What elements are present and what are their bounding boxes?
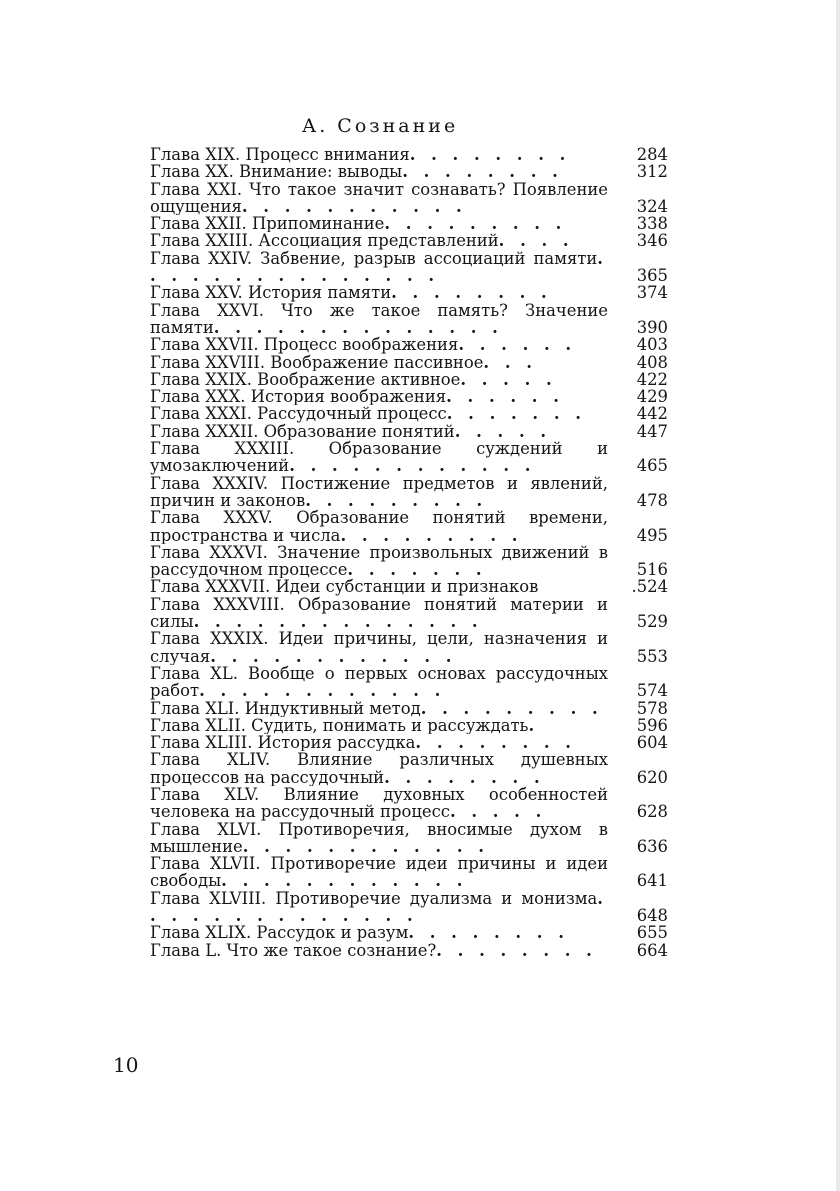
toc-entry-title: Глава XXX. История воображения [150, 388, 447, 406]
toc-page-number: 324 [636, 196, 668, 216]
toc-entry [150, 475, 668, 510]
scan-edge [836, 0, 840, 1191]
toc-leader-dots: . . . . . [454, 422, 552, 441]
toc-leader-dots: . . . . . . . . [384, 767, 545, 786]
toc-entry [150, 544, 668, 579]
toc-entry [150, 855, 668, 890]
toc-entry [150, 717, 668, 734]
toc-entry-title: Глава XLVI. Противоречия, вносимые духом в мышление [150, 820, 608, 856]
toc-page-number: 628 [636, 802, 668, 822]
toc-entry-title: Глава XXVIII. Воображение пассивное [150, 353, 484, 371]
toc-leader-dots: . . . . . . . [446, 405, 586, 423]
toc-leader-dots: . . . . . . . . . . . . [210, 646, 457, 665]
toc-entry-title: Глава XXIX. Воображение активное [150, 370, 461, 389]
toc-entry-title: Глава XXXVIII. Образование понятий материи и силы [150, 595, 608, 631]
toc-entry [150, 578, 668, 595]
toc-leader-dots: . . . . . . . . [391, 284, 552, 302]
toc-entry [150, 284, 668, 301]
toc-page-number: 636 [636, 836, 668, 856]
toc-leader-dots: . [528, 716, 540, 735]
toc-leader-dots: . . . . . . . . [436, 941, 597, 959]
toc-entry-title: Глава XLIII. История рассудка [150, 734, 416, 752]
toc-leader-dots: . . . . . . . . . . . . [221, 871, 468, 890]
toc-entry-title: Глава XLVII. Противоречие идеи причины и идеи свободы [150, 855, 608, 890]
toc-entry [150, 509, 668, 544]
toc-entry-title: Глава XXXI. Рассудочный процесс [150, 405, 447, 423]
toc-entry-title: Глава XL. Вообще о первых основах рассудочных работ [150, 664, 608, 700]
toc-leader-dots: . . . . . . . . . . . [241, 196, 467, 216]
toc-entry-title: Глава XXXIII. Образование суждений и умозаключений [150, 440, 608, 475]
toc-entry [150, 751, 668, 786]
toc-entry-title: Глава XLII. Судить, понимать и рассуждать [150, 716, 529, 735]
toc-entry [150, 630, 668, 665]
toc-page-number: 284 [636, 145, 668, 164]
toc-entry [150, 665, 668, 700]
toc-page-number: 529 [636, 612, 668, 632]
toc-page-number: 422 [636, 369, 668, 389]
toc-leader-dots: . . . . . . . . . [340, 525, 523, 544]
toc-leader-dots: . . . . . [460, 370, 557, 389]
toc-page-number: 664 [636, 940, 668, 960]
toc-entry-title: Глава XXVII. Процесс воображения [150, 336, 459, 354]
toc-entry [150, 942, 668, 959]
toc-page-number: 312 [636, 162, 668, 182]
toc-page-number: 447 [636, 421, 668, 441]
toc-leader-dots: . . . . . . [458, 336, 577, 354]
toc-leader-dots: . . . . . [449, 802, 547, 821]
toc-page-number: 429 [636, 387, 668, 407]
toc-page-number: 641 [636, 871, 668, 891]
toc-leader-dots: . . . [483, 353, 537, 371]
toc-entry [150, 821, 668, 856]
toc-page-number: 408 [636, 352, 668, 372]
toc-page-number: 516 [636, 560, 668, 580]
toc-leader-dots: . . . . . . . . [415, 734, 577, 752]
toc-leader-dots: . . . . . . . . . . . . . . . [150, 249, 608, 285]
toc-page-number: 620 [636, 767, 668, 787]
toc-entry-title: Глава XXII. Припоминание [150, 215, 385, 233]
page-number: 10 [113, 1053, 139, 1077]
toc-entry [150, 354, 668, 371]
toc-entry [150, 302, 668, 337]
toc-page-number: 365 [636, 266, 668, 286]
toc-entry [150, 423, 668, 440]
toc-entry [150, 336, 668, 353]
toc-leader-dots: . . . . . . . . [402, 163, 563, 181]
toc-leader-dots: . . . . . . . . . . . . . . [150, 889, 608, 925]
toc-entry [150, 596, 668, 631]
toc-entry-title: Глава XIX. Процесс внимания [150, 146, 410, 164]
toc-entry [150, 232, 668, 249]
toc-entry-title: Глава XXXVII. Идеи субстанции и признаков [150, 578, 539, 596]
toc-page-number: 478 [636, 490, 668, 510]
toc-entry-title: Глава XLVIII. Противоречие дуализма и монизма [150, 889, 598, 908]
toc-entry-title: Глава XX. Внимание: выводы [150, 163, 403, 181]
section-heading: А. Сознание [301, 115, 459, 137]
toc-leader-dots: . . . . . . . . [409, 146, 571, 164]
toc-leader-dots: . . . . . . . . [408, 924, 569, 942]
toc-leader-dots: . . . . . . . . . . . . . . [193, 612, 483, 631]
toc-entry [150, 146, 668, 163]
toc-leader-dots: . . . . . . . . . [305, 490, 488, 510]
toc-page-number: 338 [636, 214, 668, 234]
toc-entry [150, 700, 668, 717]
toc-page-number: 442 [636, 404, 668, 424]
toc-entry-title: Глава XXXV. Образование понятий времени, пространства и числа [150, 509, 608, 544]
toc-page-number: 648 [636, 906, 668, 926]
toc-page-number: .524 [631, 577, 668, 597]
toc-entry [150, 924, 668, 941]
toc-leader-dots: . . . . . . . . . . . . [242, 836, 489, 856]
toc-entry-title: Глава XXIV. Забвение, разрыв ассоциаций памяти [150, 249, 598, 268]
toc-entry-title: Глава XXXIX. Идеи причины, цели, назначения и случая [150, 630, 608, 665]
toc-page-number: 596 [636, 715, 668, 735]
toc-entry-title: Глава XXXII. Образование понятий [150, 422, 455, 441]
toc-page-number: 574 [636, 681, 668, 701]
toc-entry-title: Глава XLIV. Влияние различных душевных процессов на рассудочный [150, 751, 608, 786]
toc-page-number: 655 [636, 923, 668, 943]
toc-entry [150, 163, 668, 180]
toc-leader-dots: . . . . . . . . . . . . [289, 456, 536, 475]
toc-leader-dots: . . . . . . . . . . . . . . [213, 317, 503, 337]
toc-entry-title: Глава XLI. Индуктивный метод [150, 699, 421, 717]
toc-entry-title: Глава XXV. История памяти [150, 284, 392, 302]
toc-entry [150, 786, 668, 821]
toc-entry [150, 181, 668, 216]
toc-leader-dots: . . . . . . . [347, 560, 487, 579]
toc-leader-dots: . . . . . . [446, 388, 564, 406]
toc-entry-title: Глава XXXIV. Постижение предметов и явлений, причин и законов [150, 474, 608, 510]
toc-entry [150, 734, 668, 751]
toc-entry-title: Глава XLV. Влияние духовных особенностей человека на рассудочный процесс [150, 785, 608, 821]
toc-page-number: 390 [636, 317, 668, 337]
toc-page-number: 346 [636, 231, 668, 251]
toc-page-number: 578 [636, 698, 668, 718]
toc-page-number: 403 [636, 335, 668, 355]
toc-leader-dots: . . . . . . . . . [420, 699, 603, 717]
toc-entry-title: Глава L. Что же такое сознание? [150, 941, 437, 959]
toc-entry [150, 371, 668, 388]
toc-entry [150, 440, 668, 475]
toc-leader-dots: . . . . . . . . . [384, 215, 567, 233]
table-of-contents [150, 146, 668, 959]
toc-entry-title: Глава XXXVI. Значение произвольных движений в рассудочном процессе [150, 543, 608, 579]
toc-leader-dots: . . . . [498, 232, 574, 250]
toc-entry [150, 405, 668, 422]
toc-page-number: 495 [636, 525, 668, 545]
toc-page-number: 465 [636, 456, 668, 476]
toc-page-number: 553 [636, 646, 668, 666]
toc-entry [150, 388, 668, 405]
toc-entry [150, 890, 668, 925]
toc-entry [150, 250, 668, 285]
toc-entry-title: Глава XLIX. Рассудок и разум [150, 924, 409, 942]
toc-page-number: 604 [636, 733, 668, 753]
toc-entry-title: Глава XXVI. Что же такое память? Значение памяти [150, 301, 608, 337]
toc-leader-dots: . . . . . . . . . . . . [199, 681, 446, 700]
toc-page-number: 374 [636, 283, 668, 303]
toc-entry-title: Глава XXIII. Ассоциация представлений [150, 232, 499, 250]
toc-entry [150, 215, 668, 232]
toc-entry-title: Глава XXI. Что такое значит сознавать? Появление ощущения [150, 180, 608, 216]
